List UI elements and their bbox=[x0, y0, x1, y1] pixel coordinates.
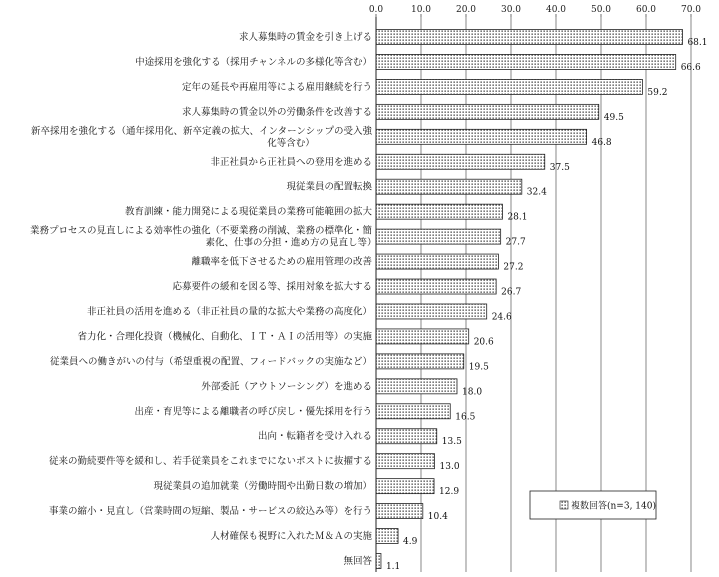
category-label-line2: 化等含む） bbox=[267, 137, 315, 149]
x-tick-label: 40.0 bbox=[545, 5, 567, 15]
category-label: 離職率を低下させるための雇用管理の改善 bbox=[191, 256, 372, 268]
value-label: 4.9 bbox=[403, 537, 418, 548]
category-label: 事業の縮小・見直し（営業時間の短縮、製品・サービスの絞込み等）を行う bbox=[48, 506, 372, 518]
bar bbox=[376, 104, 599, 119]
value-label: 24.6 bbox=[491, 312, 512, 323]
value-label: 26.7 bbox=[501, 287, 522, 298]
x-tick-label: 10.0 bbox=[410, 5, 432, 15]
bar bbox=[376, 204, 502, 219]
x-axis-ticks bbox=[369, 5, 701, 17]
value-label: 12.9 bbox=[439, 487, 460, 498]
category-label: 求人募集時の賃金を引き上げる bbox=[238, 32, 372, 43]
bar bbox=[376, 479, 434, 494]
legend bbox=[530, 491, 656, 519]
category-label: 非正社員から正社員への登用を進める bbox=[210, 156, 372, 168]
category-label: 外部委託（アウトソーシング）を進める bbox=[201, 381, 372, 393]
category-label: 教育訓練・能力開発による現従業員の業務可能範囲の拡大 bbox=[124, 206, 372, 218]
bar bbox=[376, 329, 469, 344]
bar bbox=[376, 30, 682, 45]
category-label: 新卒採用を強化する（通年採用化、新卒定義の拡大、インターンシップの受入強 bbox=[30, 125, 372, 137]
bar bbox=[376, 404, 450, 419]
bar bbox=[376, 154, 545, 169]
bar bbox=[376, 554, 381, 569]
category-label: 現従業員の配置転換 bbox=[286, 181, 372, 193]
bar bbox=[376, 429, 437, 444]
value-label: 68.1 bbox=[687, 38, 708, 48]
value-label: 10.4 bbox=[427, 512, 448, 523]
category-label: 定年の延長や再雇用等による雇用継続を行う bbox=[181, 81, 372, 93]
x-tick-label: 20.0 bbox=[455, 5, 477, 15]
value-label: 28.1 bbox=[507, 212, 528, 223]
x-tick-label: 50.0 bbox=[590, 5, 612, 15]
bar bbox=[376, 529, 398, 544]
category-label: 無回答 bbox=[343, 556, 372, 567]
category-label: 人材確保も視野に入れたＭ＆Ａの実施 bbox=[210, 531, 372, 543]
category-label: 従業員への働きがいの付与（希望重視の配置、フィードバックの実施など） bbox=[49, 356, 372, 368]
category-label: 出向・転籍者を受け入れる bbox=[257, 431, 372, 443]
category-label: 出産・育児等による離職者の呼び戻し・優先採用を行う bbox=[134, 406, 372, 418]
gridlines bbox=[421, 17, 691, 572]
legend-swatch bbox=[560, 501, 568, 509]
value-label: 13.5 bbox=[441, 437, 462, 448]
value-label: 49.5 bbox=[603, 112, 624, 123]
bars bbox=[376, 30, 682, 569]
category-label: 応募要件の緩和を図る等、採用対象を拡大する bbox=[172, 281, 372, 293]
legend-label: 複数回答(n=3, 140) bbox=[571, 501, 656, 512]
bar bbox=[376, 179, 522, 194]
bar bbox=[376, 229, 501, 244]
value-label: 46.8 bbox=[591, 137, 612, 148]
value-label: 59.2 bbox=[647, 87, 668, 98]
bar bbox=[376, 304, 487, 319]
value-label: 32.4 bbox=[526, 187, 547, 198]
value-label: 66.6 bbox=[680, 62, 701, 73]
value-label: 20.6 bbox=[473, 337, 494, 348]
value-label: 19.5 bbox=[468, 362, 489, 373]
value-label: 16.5 bbox=[455, 412, 476, 423]
bar bbox=[376, 254, 498, 269]
bar bbox=[376, 504, 423, 519]
value-label: 13.0 bbox=[439, 462, 460, 473]
bar bbox=[376, 54, 676, 69]
x-tick-label: 70.0 bbox=[680, 5, 702, 15]
category-label: 従来の勤続要件等を緩和し、若手従業員をこれまでにないポストに抜擢する bbox=[48, 456, 372, 468]
category-label: 非正社員の活用を進める（非正社員の量的な拡大や業務の高度化） bbox=[86, 306, 372, 318]
x-tick-label: 30.0 bbox=[500, 5, 522, 15]
bar bbox=[376, 454, 435, 469]
bar bbox=[376, 79, 642, 94]
category-label: 現従業員の追加就業（労働時間や出勤日数の増加） bbox=[153, 481, 372, 493]
value-label: 18.0 bbox=[462, 387, 483, 398]
category-labels bbox=[30, 31, 377, 567]
value-label: 27.2 bbox=[503, 262, 524, 273]
category-label-line2: 素化、仕事の分担・進め方の見直し等） bbox=[205, 237, 377, 249]
bar bbox=[376, 279, 496, 294]
category-label: 求人募集時の賃金以外の労働条件を改善する bbox=[181, 106, 372, 118]
x-tick-label: 60.0 bbox=[635, 5, 657, 15]
value-label: 27.7 bbox=[505, 237, 526, 248]
x-tick-label: 0.0 bbox=[368, 5, 384, 15]
value-label: 1.1 bbox=[385, 562, 401, 572]
bar bbox=[376, 379, 457, 394]
bar bbox=[376, 129, 587, 144]
category-label: 中途採用を強化する（採用チャンネルの多様化等含む） bbox=[135, 56, 372, 68]
value-label: 37.5 bbox=[549, 162, 570, 173]
bar bbox=[376, 354, 464, 369]
category-label: 省力化・合理化投資（機械化、自動化、ＩＴ・ＡＩの活用等）の実施 bbox=[77, 331, 372, 343]
category-label: 業務プロセスの見直しによる効率性の強化（不要業務の削減、業務の標準化・簡 bbox=[29, 225, 372, 237]
